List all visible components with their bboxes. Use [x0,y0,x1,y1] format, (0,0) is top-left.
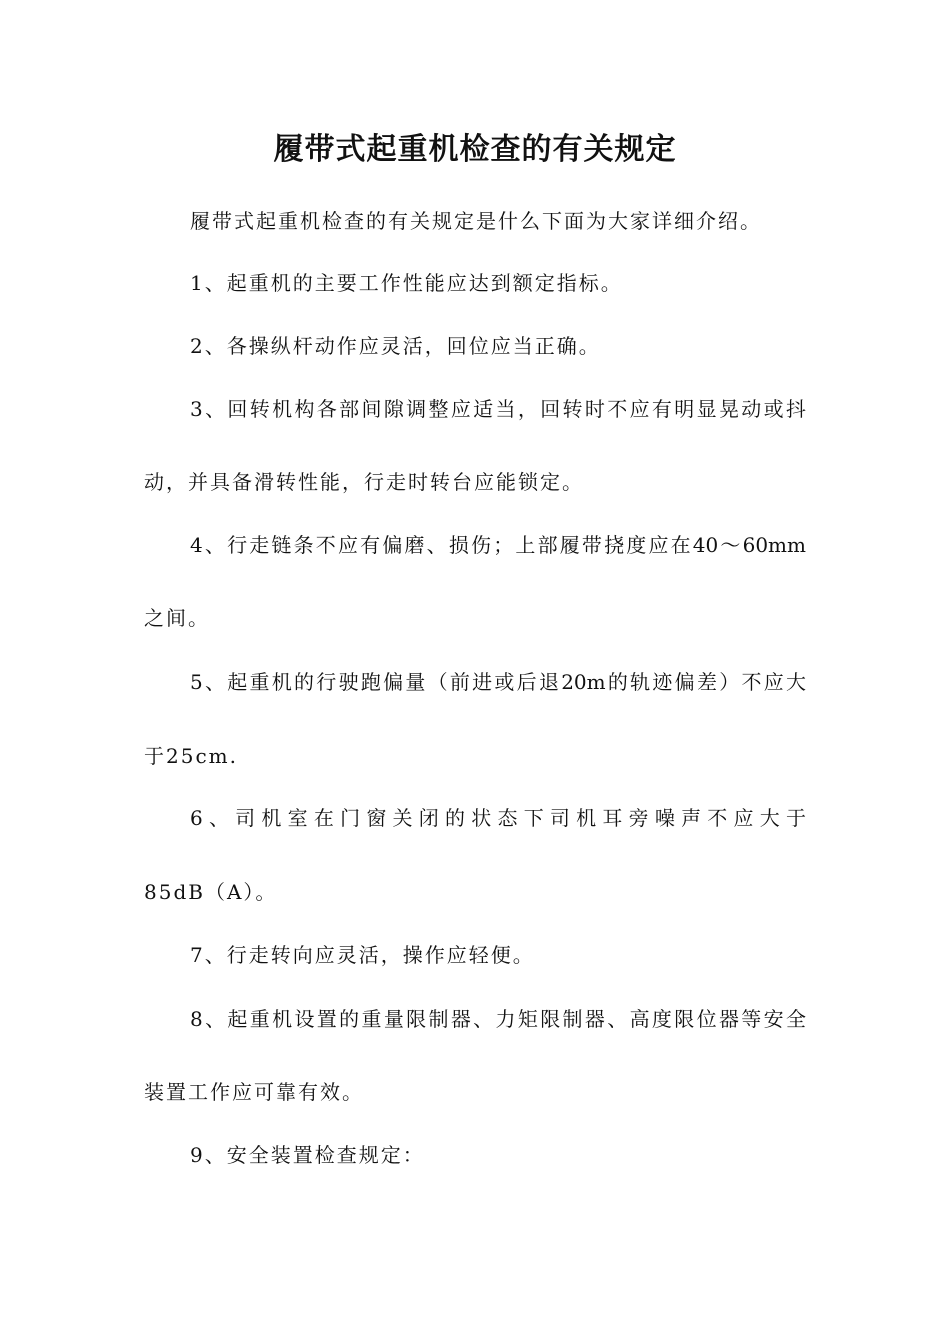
document-title: 履带式起重机检查的有关规定 [273,132,677,167]
item-3-line-2: 动，并具备滑转性能，行走时转台应能锁定。 [144,470,584,494]
item-1: 1、起重机的主要工作性能应达到额定指标。 [190,271,623,295]
item-5-line-1: 5、起重机的行驶跑偏量（前进或后退20m的轨迹偏差）不应大 [190,670,806,694]
item-8-line-1: 8、起重机设置的重量限制器、力矩限制器、高度限位器等安全 [190,1007,806,1031]
item-3-line-1: 3、回转机构各部间隙调整应适当，回转时不应有明显晃动或抖 [190,397,806,421]
item-4-line-2: 之间。 [144,606,210,630]
intro-paragraph: 履带式起重机检查的有关规定是什么下面为大家详细介绍。 [190,209,762,233]
item-7: 7、行走转向应灵活，操作应轻便。 [190,943,535,967]
item-8-line-2: 装置工作应可靠有效。 [144,1080,364,1104]
item-5-line-2: 于25cm. [144,744,238,768]
item-6-line-2: 85dB（A）。 [144,880,278,904]
item-2: 2、各操纵杆动作应灵活，回位应当正确。 [190,334,601,358]
item-4-line-1: 4、行走链条不应有偏磨、损伤；上部履带挠度应在40～60mm [190,533,806,557]
item-6-line-1: 6、司机室在门窗关闭的状态下司机耳旁噪声不应大于 [190,806,806,830]
item-9: 9、安全装置检查规定： [190,1143,425,1167]
